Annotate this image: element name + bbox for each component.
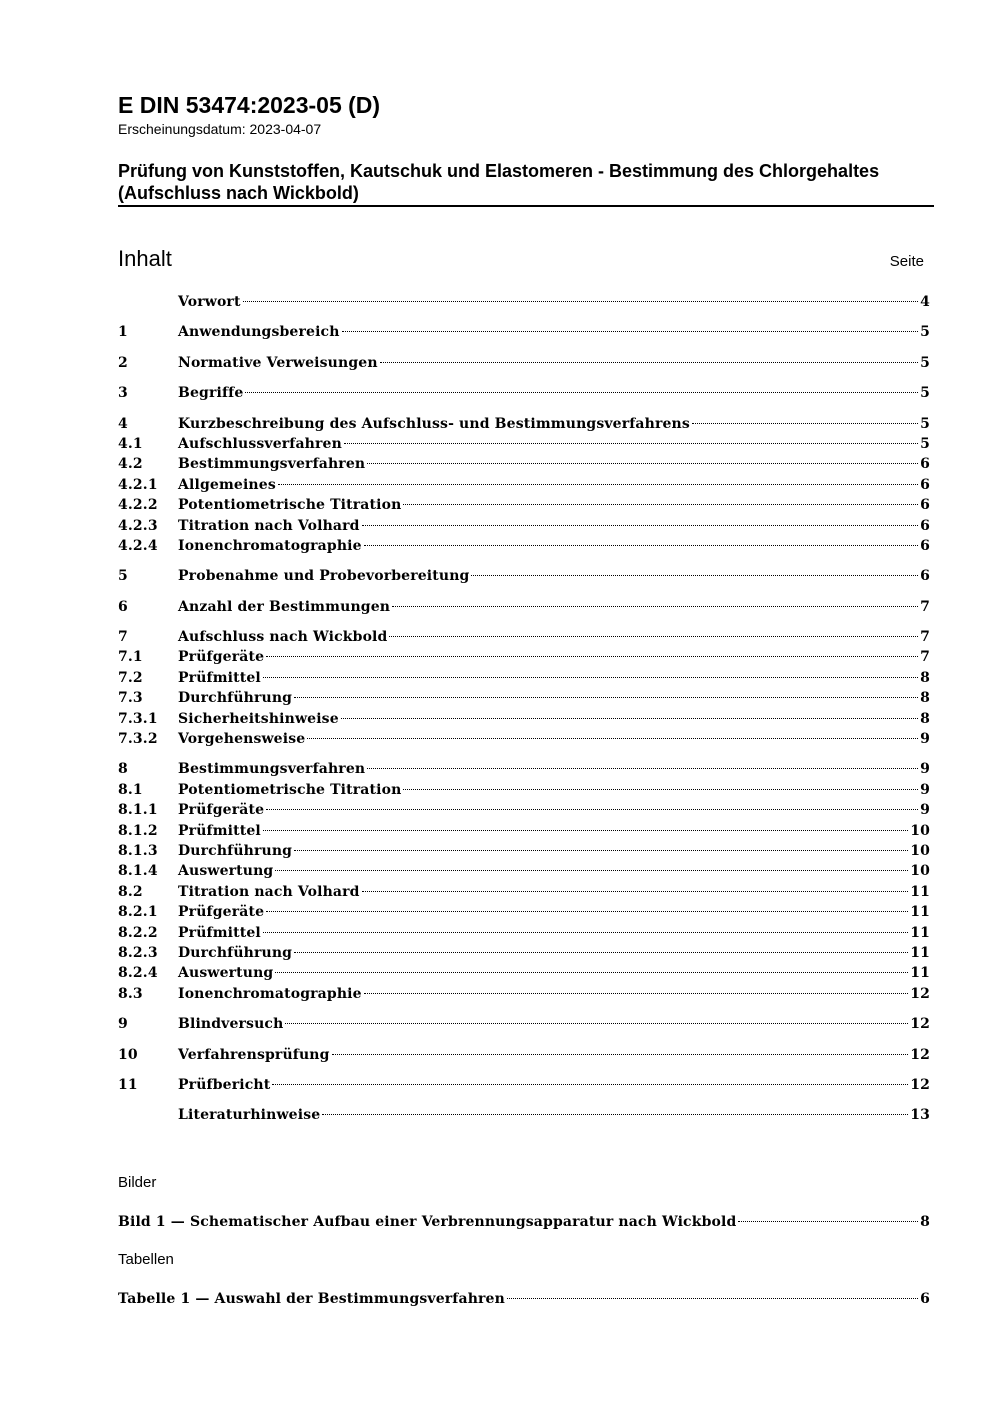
toc-entry-title: Allgemeines: [178, 476, 276, 493]
toc-entry-number: 4.2.1: [118, 476, 158, 493]
toc-entry-page: 6: [920, 476, 930, 493]
toc-entry-number: 8.2.3: [118, 944, 158, 961]
toc-entry-title: Prüfgeräte: [178, 904, 265, 921]
figures-list: [118, 1212, 930, 1232]
dot-leader: [389, 636, 918, 637]
toc-entry-page: 4: [920, 294, 930, 310]
toc-entry[interactable]: [118, 963, 930, 983]
toc-entry-title: Vorwort: [178, 294, 241, 310]
toc-entry[interactable]: [118, 322, 930, 342]
toc-entry[interactable]: [118, 475, 930, 495]
toc-entry-title: Prüfmittel: [178, 669, 261, 686]
toc-entry-page: 6: [920, 517, 930, 534]
toc-entry-number: 8.1: [118, 781, 143, 798]
dot-leader: [342, 331, 919, 332]
toc-entry[interactable]: [118, 780, 930, 800]
toc-entry-number: 5: [118, 568, 128, 585]
toc-entry[interactable]: [118, 729, 930, 749]
toc-entry[interactable]: [118, 454, 930, 474]
toc-entry-number: 1: [118, 324, 128, 341]
dot-leader: [263, 830, 908, 831]
toc-entry-title: Titration nach Volhard: [178, 883, 360, 900]
toc-entry-page: 10: [910, 842, 930, 859]
dot-leader: [245, 392, 918, 393]
toc-entry-title: Prüfbericht: [178, 1076, 271, 1093]
toc-entry[interactable]: [118, 861, 930, 881]
dot-leader: [294, 697, 918, 698]
toc-entry-page: 8: [920, 1214, 930, 1230]
toc-entry[interactable]: [118, 566, 930, 586]
dot-leader: [266, 656, 918, 657]
toc-entry-number: 10: [118, 1046, 138, 1063]
toc-entry-number: 8.3: [118, 985, 143, 1002]
toc-entry-number: 3: [118, 385, 128, 402]
toc-entry[interactable]: [118, 383, 930, 403]
toc-entry-page: 6: [920, 568, 930, 585]
toc-entry[interactable]: [118, 647, 930, 667]
toc-entry[interactable]: [118, 923, 930, 943]
toc-entry[interactable]: [118, 882, 930, 902]
dot-leader: [738, 1221, 918, 1222]
toc-entry-number: 2: [118, 354, 128, 371]
toc-entry-title: Literaturhinweise: [178, 1107, 321, 1124]
toc-entry-title: Ionenchromatographie: [178, 537, 362, 554]
toc-entry-title: Kurzbeschreibung des Aufschluss- und Bestimmungsverfahrens: [178, 415, 690, 432]
toc-entry[interactable]: [118, 841, 930, 861]
toc-entry-title: Aufschluss nach Wickbold: [178, 629, 388, 646]
toc-entry-title: Blindversuch: [178, 1016, 284, 1033]
toc-entry-page: 6: [920, 537, 930, 554]
toc-entry-title: Auswertung: [178, 965, 274, 982]
toc-entry-number: 8.1.3: [118, 842, 158, 859]
toc-entry-title: Anzahl der Bestimmungen: [178, 598, 391, 615]
toc-entry-number: 4.2.2: [118, 497, 158, 514]
toc-entry-title: Verfahrensprüfung: [178, 1046, 330, 1063]
toc-entry-page: 9: [920, 731, 930, 748]
dot-leader: [285, 1023, 908, 1024]
toc-entry-title: Vorgehensweise: [178, 731, 306, 748]
toc-entry-page: 11: [910, 883, 930, 900]
toc-entry[interactable]: [118, 800, 930, 820]
toc-entry-page: 8: [920, 710, 930, 727]
toc-entry[interactable]: [118, 536, 930, 556]
toc-entry-number: 6: [118, 598, 128, 615]
toc-entry-page: 5: [920, 324, 930, 341]
dot-leader: [471, 575, 918, 576]
toc-entry-page: 12: [910, 985, 930, 1002]
toc-entry-title: Bild 1 — Schematischer Aufbau einer Verbrennungsapparatur nach Wickbold: [118, 1214, 737, 1230]
dot-leader: [362, 525, 918, 526]
toc-entry-number: 8.2.4: [118, 965, 158, 982]
toc-entry-title: Bestimmungsverfahren: [178, 761, 366, 778]
dot-leader: [322, 1114, 908, 1115]
toc-entry[interactable]: [118, 1045, 930, 1065]
toc-entry-page: 11: [910, 944, 930, 961]
dot-leader: [392, 606, 918, 607]
toc-entry-number: 11: [118, 1076, 138, 1093]
toc-entry-page: 7: [920, 649, 930, 666]
title-divider: [118, 205, 934, 207]
page-column-label: Seite: [889, 253, 924, 270]
toc-entry-title: Potentiometrische Titration: [178, 497, 402, 514]
toc-entry-number: 7.3.2: [118, 731, 158, 748]
dot-leader: [243, 301, 919, 302]
table-of-contents: [118, 292, 930, 1126]
toc-entry-number: 8.2.1: [118, 904, 158, 921]
toc-entry-page: 8: [920, 690, 930, 707]
toc-entry-page: 7: [920, 629, 930, 646]
toc-entry-number: 8.1.4: [118, 863, 158, 880]
toc-entry-title: Aufschlussverfahren: [178, 435, 342, 452]
toc-entry[interactable]: [118, 292, 930, 312]
toc-entry-page: 5: [920, 385, 930, 402]
toc-entry[interactable]: [118, 1105, 930, 1125]
dot-leader: [266, 911, 908, 912]
toc-entry-page: 12: [910, 1016, 930, 1033]
toc-entry-page: 6: [920, 1291, 930, 1307]
toc-entry-page: 11: [910, 904, 930, 921]
toc-entry-title: Potentiometrische Titration: [178, 781, 402, 798]
document-title: Prüfung von Kunststoffen, Kautschuk und Elastomeren - Bestimmung des Chlorgehaltes (Aufschluss nach Wickbold): [118, 161, 880, 203]
toc-entry-title: Prüfgeräte: [178, 802, 265, 819]
toc-entry-number: 7.1: [118, 649, 143, 666]
toc-entry-title: Prüfgeräte: [178, 649, 265, 666]
toc-entry-number: 7.3.1: [118, 710, 158, 727]
toc-entry[interactable]: [118, 353, 930, 373]
toc-entry-page: 5: [920, 415, 930, 432]
toc-entry-page: 6: [920, 456, 930, 473]
toc-entry-number: 8.2.2: [118, 924, 158, 941]
toc-entry[interactable]: [118, 821, 930, 841]
toc-entry[interactable]: [118, 414, 930, 434]
toc-entry-title: Prüfmittel: [178, 822, 261, 839]
toc-entry-title: Begriffe: [178, 385, 244, 402]
toc-entry-title: Ionenchromatographie: [178, 985, 362, 1002]
toc-entry-page: 12: [910, 1076, 930, 1093]
toc-entry[interactable]: [118, 709, 930, 729]
toc-entry-title: Auswertung: [178, 863, 274, 880]
tables-list: [118, 1289, 930, 1309]
toc-entry-title: Titration nach Volhard: [178, 517, 360, 534]
toc-entry-number: 9: [118, 1016, 128, 1033]
dot-leader: [362, 891, 909, 892]
dot-leader: [294, 850, 908, 851]
toc-entry-page: 6: [920, 497, 930, 514]
toc-entry-number: 8.1.1: [118, 802, 158, 819]
dot-leader: [364, 993, 909, 994]
dot-leader: [367, 768, 918, 769]
toc-entry-title: Tabelle 1 — Auswahl der Bestimmungsverfahren: [118, 1291, 505, 1307]
figure-entry[interactable]: [118, 1212, 930, 1232]
toc-entry-number: 7.2: [118, 669, 143, 686]
dot-leader: [692, 423, 918, 424]
toc-entry[interactable]: [118, 759, 930, 779]
dot-leader: [403, 504, 918, 505]
toc-entry-number: 8.1.2: [118, 822, 158, 839]
dot-leader: [275, 870, 908, 871]
toc-entry-page: 5: [920, 354, 930, 371]
toc-entry[interactable]: [118, 627, 930, 647]
dot-leader: [341, 718, 918, 719]
toc-entry-title: Sicherheitshinweise: [178, 710, 339, 727]
toc-entry-page: 13: [910, 1107, 930, 1124]
toc-entry-title: Anwendungsbereich: [178, 324, 340, 341]
toc-heading: Inhalt: [118, 246, 172, 271]
dot-leader: [403, 789, 918, 790]
document-id: E DIN 53474:2023-05 (D): [118, 92, 381, 118]
toc-entry-number: 8.2: [118, 883, 143, 900]
dot-leader: [263, 677, 918, 678]
toc-entry-number: 4.2.3: [118, 517, 158, 534]
toc-entry[interactable]: [118, 688, 930, 708]
publication-date: Erscheinungsdatum: 2023-04-07: [118, 121, 322, 137]
dot-leader: [275, 972, 908, 973]
toc-entry[interactable]: [118, 434, 930, 454]
toc-entry[interactable]: [118, 516, 930, 536]
tables-label: Tabellen: [118, 1251, 174, 1268]
toc-entry-page: 7: [920, 598, 930, 615]
toc-entry-number: 4.2.4: [118, 537, 158, 554]
dot-leader: [294, 952, 908, 953]
toc-entry[interactable]: [118, 902, 930, 922]
toc-entry-page: 12: [910, 1046, 930, 1063]
toc-entry-title: Prüfmittel: [178, 924, 261, 941]
toc-entry-number: 4.2: [118, 456, 143, 473]
dot-leader: [307, 738, 918, 739]
toc-entry-title: Durchführung: [178, 842, 293, 859]
toc-entry-title: Probenahme und Probevorbereitung: [178, 568, 470, 585]
toc-entry-title: Normative Verweisungen: [178, 354, 378, 371]
toc-entry[interactable]: [118, 943, 930, 963]
toc-entry-page: 11: [910, 924, 930, 941]
dot-leader: [364, 545, 918, 546]
toc-entry-page: 9: [920, 802, 930, 819]
dot-leader: [263, 932, 908, 933]
toc-entry-page: 5: [920, 435, 930, 452]
toc-entry-title: Bestimmungsverfahren: [178, 456, 366, 473]
toc-entry-number: 4.1: [118, 435, 143, 452]
figures-label: Bilder: [118, 1174, 157, 1191]
toc-entry[interactable]: [118, 668, 930, 688]
dot-leader: [380, 362, 918, 363]
toc-entry-page: 11: [910, 965, 930, 982]
toc-entry-page: 9: [920, 761, 930, 778]
toc-entry[interactable]: [118, 597, 930, 617]
toc-entry-number: 7.3: [118, 690, 143, 707]
dot-leader: [344, 443, 918, 444]
toc-entry-number: 8: [118, 761, 128, 778]
toc-entry[interactable]: [118, 984, 930, 1004]
toc-entry-page: 10: [910, 822, 930, 839]
toc-entry[interactable]: [118, 495, 930, 515]
toc-entry-title: Durchführung: [178, 690, 293, 707]
dot-leader: [332, 1054, 909, 1055]
dot-leader: [367, 463, 918, 464]
dot-leader: [266, 809, 918, 810]
dot-leader: [272, 1084, 908, 1085]
dot-leader: [278, 484, 918, 485]
table-entry[interactable]: [118, 1289, 930, 1309]
toc-entry-page: 8: [920, 669, 930, 686]
toc-entry[interactable]: [118, 1014, 930, 1034]
toc-entry-number: 7: [118, 629, 128, 646]
toc-entry-title: Durchführung: [178, 944, 293, 961]
toc-entry[interactable]: [118, 1075, 930, 1095]
toc-entry-number: 4: [118, 415, 128, 432]
toc-entry-page: 9: [920, 781, 930, 798]
dot-leader: [507, 1298, 918, 1299]
toc-entry-page: 10: [910, 863, 930, 880]
